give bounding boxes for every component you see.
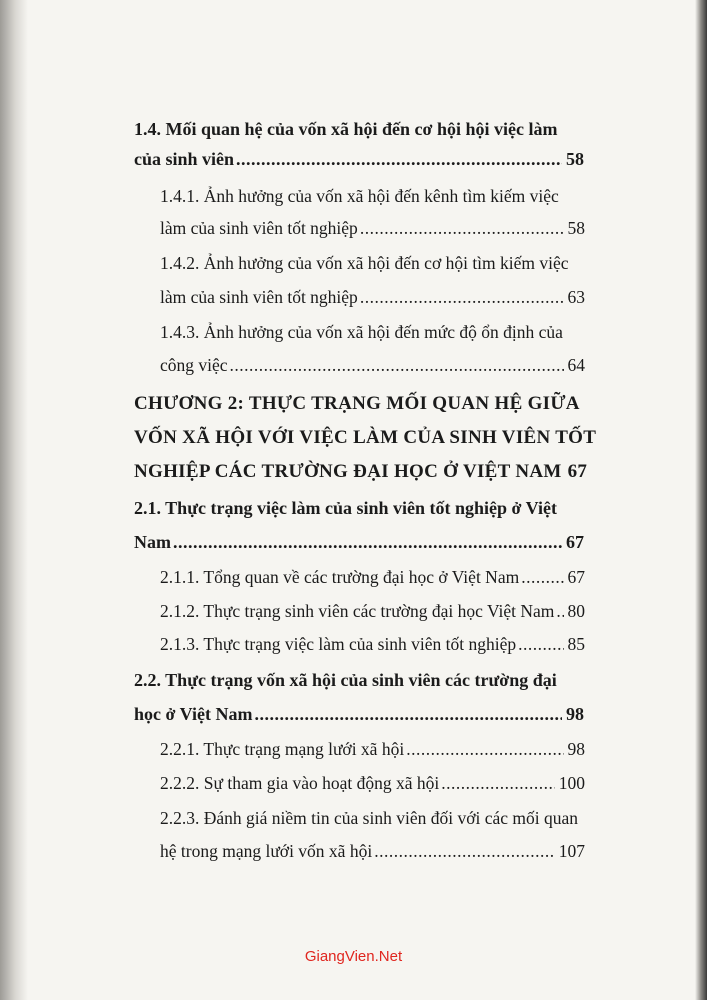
dot-leader (374, 839, 555, 863)
toc-entry-text: 2.1. Thực trạng việc làm của sinh viên tốt nghiệp ở Việt (134, 498, 557, 518)
page-number: 58 (566, 149, 584, 169)
dot-leader (406, 737, 563, 761)
toc-entry-1-4-1-line2[interactable] (160, 216, 585, 240)
toc-entry-1-4-2-line1[interactable] (160, 251, 585, 275)
page-number: 64 (567, 355, 585, 375)
toc-entry-text: 2.1.3. Thực trạng việc làm của sinh viên tốt nghiệp (160, 634, 517, 654)
toc-entry-2-2-line1[interactable] (134, 668, 584, 692)
dot-leader (518, 632, 563, 656)
toc-entry-text: 2.2.3. Đánh giá niềm tin của sinh viên đối với các mối quan (160, 808, 578, 828)
page-number: 98 (566, 704, 584, 724)
toc-entry-2-1-2[interactable] (160, 599, 585, 623)
page-number: 67 (567, 461, 588, 482)
toc-entry-text: Nam (134, 532, 171, 552)
toc-entry-2-2-line2[interactable] (134, 702, 584, 726)
dot-leader (236, 147, 562, 171)
dot-leader (360, 216, 564, 240)
toc-chapter-2-line1[interactable] (134, 392, 584, 416)
toc-entry-2-1-line2[interactable] (134, 530, 584, 554)
dot-leader (556, 599, 563, 623)
toc-entry-text: 1.4.1. Ảnh hưởng của vốn xã hội đến kênh tìm kiếm việc (160, 186, 559, 206)
toc-entry-text: VỐN XÃ HỘI VỚI VIỆC LÀM CỦA SINH VIÊN TỐT (134, 427, 597, 448)
toc-entry-text: 2.2.1. Thực trạng mạng lưới xã hội (160, 739, 405, 759)
dot-leader (441, 771, 555, 795)
toc-entry-text: CHƯƠNG 2: THỰC TRẠNG MỐI QUAN HỆ GIỮA (134, 393, 580, 414)
toc-chapter-2-line2[interactable] (134, 426, 597, 450)
toc-entry-text: làm của sinh viên tốt nghiệp (160, 218, 358, 238)
page-number: 63 (567, 287, 585, 307)
toc-entry-1-4-line2[interactable] (134, 147, 584, 171)
toc-entry-text: của sinh viên (134, 149, 235, 169)
toc-entry-text: 2.2. Thực trạng vốn xã hội của sinh viên các trường đại (134, 670, 557, 690)
toc-entry-2-2-1[interactable] (160, 737, 585, 761)
dot-leader (173, 530, 562, 554)
toc-entry-1-4-3-line1[interactable] (160, 320, 585, 344)
toc-entry-text: 2.1.2. Thực trạng sinh viên các trường đại học Việt Nam (160, 601, 555, 621)
page-number: 85 (567, 634, 585, 654)
dot-leader (360, 285, 564, 309)
page-number: 58 (567, 218, 585, 238)
watermark-text: GiangVien.Net (304, 948, 403, 965)
toc-entry-1-4-1-line1[interactable] (160, 184, 585, 208)
toc-entry-2-1-1[interactable] (160, 565, 585, 589)
toc-entry-text: học ở Việt Nam (134, 704, 253, 724)
toc-entry-2-2-2[interactable] (160, 771, 585, 795)
dot-leader (254, 702, 562, 726)
toc-entry-text: hệ trong mạng lưới vốn xã hội (160, 841, 373, 861)
toc-entry-2-1-line1[interactable] (134, 496, 584, 520)
toc-entry-text: công việc (160, 355, 228, 375)
dot-leader (521, 565, 563, 589)
toc-entry-text: 2.1.1. Tổng quan về các trường đại học ở Việt Nam (160, 567, 520, 587)
dot-leader (230, 353, 564, 377)
toc-chapter-2-line3[interactable] (134, 460, 588, 484)
toc-entry-text: 1.4. Mối quan hệ của vốn xã hội đến cơ hội hội việc làm (134, 119, 558, 139)
page-number: 67 (566, 532, 584, 552)
toc-entry-text: 1.4.3. Ảnh hưởng của vốn xã hội đến mức độ ổn định của (160, 322, 563, 342)
toc-entry-text: 1.4.2. Ảnh hưởng của vốn xã hội đến cơ hội tìm kiếm việc (160, 253, 569, 273)
toc-entry-text: làm của sinh viên tốt nghiệp (160, 287, 358, 307)
page-number: 80 (567, 601, 585, 621)
page-number: 107 (558, 841, 585, 861)
toc-entry-2-1-3[interactable] (160, 632, 585, 656)
toc-entry-2-2-3-line2[interactable] (160, 839, 585, 863)
toc-entry-text: NGHIỆP CÁC TRƯỜNG ĐẠI HỌC Ở VIỆT NAM (134, 461, 562, 482)
page-number: 100 (558, 773, 585, 793)
toc-entry-text: 2.2.2. Sự tham gia vào hoạt động xã hội (160, 773, 440, 793)
page-number: 67 (567, 567, 585, 587)
toc-entry-1-4-3-line2[interactable] (160, 353, 585, 377)
toc-entry-1-4-line1[interactable] (134, 117, 584, 141)
page-number: 98 (567, 739, 585, 759)
toc-entry-2-2-3-line1[interactable] (160, 806, 585, 830)
toc-entry-1-4-2-line2[interactable] (160, 285, 585, 309)
